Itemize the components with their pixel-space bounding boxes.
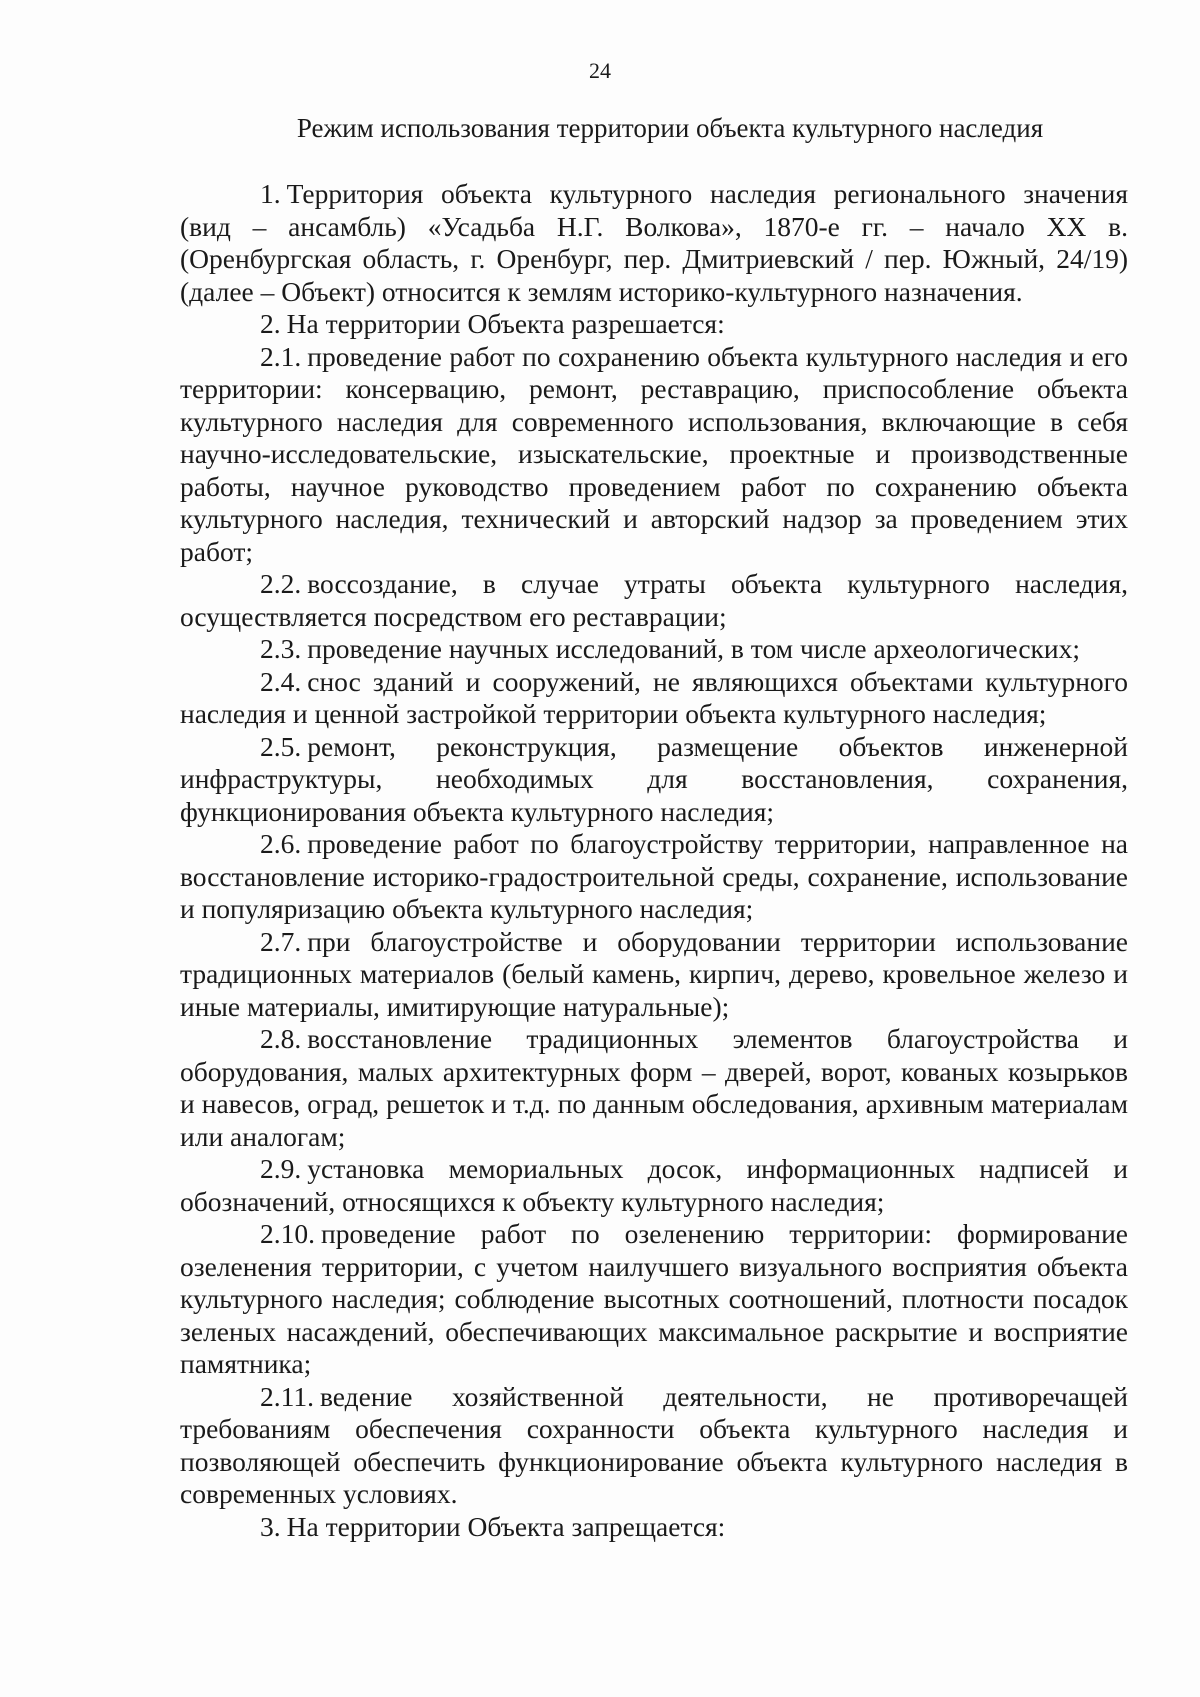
paragraph-number: 2.6.	[260, 828, 302, 859]
page-number: 24	[589, 58, 611, 83]
paragraph-text: снос зданий и сооружений, не являющихся объектами культурного наследия и ценной застройкой территории объекта культурного наследия;	[180, 665, 1128, 729]
paragraph-text: Территория объекта культурного наследия регионального значения (вид – ансамбль) «Усадьба Н.Г. Волкова», 1870-е гг. – начало XX в. (Оренбургская область, г. Оренбург, пер. Дмитриевский / пер. Южный, 24/19) (далее – Объект) относится к землям историко-культурного назначения.	[180, 178, 1128, 307]
paragraph-2-9	[180, 1153, 1128, 1218]
paragraph-text: проведение работ по озеленению территории: формирование озеленения территории, с учетом наилучшего визуального восприятия объекта культурного наследия; соблюдение высотных соотношений, плотности посадок зеленых насаждений, обеспечивающих максимальное раскрытие и восприятие памятника;	[180, 1218, 1128, 1379]
paragraph-text: На территории Объекта разрешается:	[286, 308, 725, 339]
paragraph-text: установка мемориальных досок, информационных надписей и обозначений, относящихся к объекту культурного наследия;	[180, 1153, 1128, 1217]
paragraph-number: 3.	[260, 1510, 281, 1542]
paragraph-number: 2.5.	[260, 730, 302, 762]
paragraph-number: 2.1.	[260, 340, 302, 372]
paragraph-2-11	[180, 1381, 1128, 1511]
paragraph-2-7	[180, 926, 1128, 1024]
paragraph-2-4	[180, 666, 1128, 731]
paragraph-2-3	[180, 633, 1128, 666]
paragraph-number: 2.8.	[260, 1023, 302, 1054]
paragraph-number: 2.3.	[260, 633, 302, 664]
paragraph-2-10	[180, 1218, 1128, 1381]
paragraph-3	[180, 1511, 1128, 1544]
paragraph-2-1	[180, 341, 1128, 569]
paragraph-number: 2.4.	[260, 665, 302, 697]
paragraph-text: при благоустройстве и оборудовании территории использование традиционных материалов (белый камень, кирпич, дерево, кровельное железо и иные материалы, имитирующие натуральные);	[180, 925, 1128, 1022]
paragraph-text: воссоздание, в случае утраты объекта культурного наследия, осуществляется посредством его реставрации;	[180, 568, 1128, 632]
paragraph-number: 2.9.	[260, 1153, 302, 1184]
paragraph-text: проведение работ по благоустройству территории, направленное на восстановление историко-градостроительной среды, сохранение, использование и популяризацию объекта культурного наследия;	[180, 828, 1128, 924]
paragraph-text: На территории Объекта запрещается:	[286, 1510, 726, 1542]
paragraph-number: 2.2.	[260, 568, 302, 599]
paragraph-2-8	[180, 1023, 1128, 1153]
document-title: Режим использования территории объекта культурного наследия	[296, 113, 1044, 143]
paragraph-text: проведение научных исследований, в том числе археологических;	[307, 633, 1080, 664]
paragraph-2-2	[180, 568, 1128, 633]
paragraph-1	[180, 178, 1128, 308]
paragraph-text: ремонт, реконструкция, размещение объектов инженерной инфраструктуры, необходимых для восстановления, сохранения, функционирования объекта культурного наследия;	[180, 730, 1128, 827]
paragraph-number: 1.	[260, 178, 281, 209]
paragraph-number: 2.	[260, 308, 281, 339]
document-body	[180, 178, 1128, 1543]
paragraph-text: проведение работ по сохранению объекта культурного наследия и его территории: консервацию, ремонт, реставрацию, приспособление объекта культурного наследия для современного использования, включающие в себя научно-исследовательские, изыскательские, проектные и производственные работы, научное руководство проведением работ по сохранению объекта культурного наследия, технический и авторский надзор за проведением этих работ;	[180, 340, 1128, 567]
paragraph-number: 2.11.	[260, 1380, 314, 1412]
paragraph-2-5	[180, 731, 1128, 829]
paragraph-text: ведение хозяйственной деятельности, не противоречащей требованиям обеспечения сохранности объекта культурного наследия и позволяющей обеспечить функционирование объекта культурного наследия в современных условиях.	[180, 1380, 1128, 1509]
paragraph-2	[180, 308, 1128, 341]
paragraph-number: 2.10.	[260, 1218, 315, 1249]
paragraph-text: восстановление традиционных элементов благоустройства и оборудования, малых архитектурных форм – дверей, ворот, кованых козырьков и навесов, оград, решеток и т.д. по данным обследования, архивным материалам или аналогам;	[180, 1023, 1128, 1152]
paragraph-number: 2.7.	[260, 925, 302, 957]
paragraph-2-6	[180, 828, 1128, 926]
